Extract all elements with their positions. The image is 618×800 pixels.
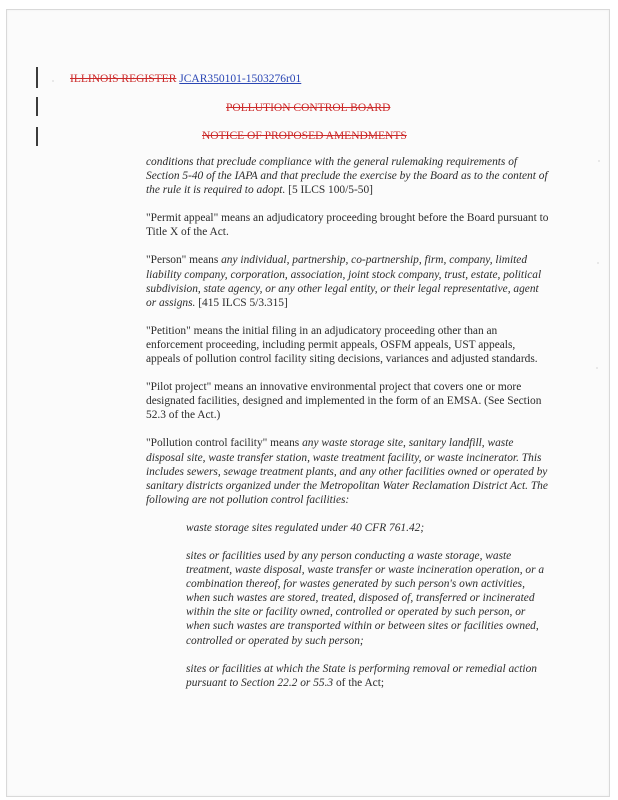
scan-speck — [52, 80, 54, 82]
definition-person: "Person" means any individual, partnership, co-partnership, firm, company, limited liability company, corporation, association, joint stock company, trust, estate, political subdivision, state agency, or any other legal entity, or their legal representative, agent or assigns. [415 ILCS 5/3.315] — [146, 254, 542, 309]
revision-bar — [36, 127, 38, 146]
revision-bar — [36, 67, 38, 88]
document-body — [146, 155, 550, 704]
register-header — [70, 73, 301, 85]
agency-struck-text: POLLUTION CONTROL BOARD — [226, 102, 391, 114]
scan-speck — [597, 262, 599, 264]
notice-struck-text: NOTICE OF PROPOSED AMENDMENTS — [202, 130, 407, 142]
paragraph-rulemaking: conditions that preclude compliance with the general rulemaking requirements of Section 5-40 of the IAPA and that preclude the exercise by the Board as to the content of the rule it is required to adopt. [5 ILCS 100/5-50] — [146, 156, 548, 197]
scan-speck — [598, 160, 600, 162]
definition-pollution-control-facility: "Pollution control facility" means any waste storage site, sanitary landfill, waste disposal site, waste transfer station, waste treatment facility, or waste incinerator. This includes sewers, sewage treatment plants, and any other facilities owned or operated by sanitary districts organized under the Metropolitan Water Reclamation District Act. The following are not pollution control facilities: — [146, 437, 548, 506]
register-inserted-text: JCAR350101-1503276r01 — [179, 73, 302, 85]
definition-permit-appeal: "Permit appeal" means an adjudicatory proceeding brought before the Board pursuant to Title X of the Act. — [146, 212, 549, 239]
register-struck-text: ILLINOIS REGISTER — [70, 73, 177, 85]
definition-petition: "Petition" means the initial filing in an adjudicatory proceeding other than an enforcement proceeding, including permit appeals, OSFM appeals, UST appeals, appeals of pollution control facility siting decisions, variances and adjusted standards. — [146, 324, 538, 366]
revision-bar — [36, 97, 38, 116]
exclusion-waste-storage-sites: waste storage sites regulated under 40 CFR 761.42; — [186, 521, 425, 534]
scan-speck — [596, 367, 598, 369]
exclusion-state-removal: sites or facilities at which the State is performing removal or remedial action pursuant to Section 22.2 or 55.3 of the Act; — [186, 662, 537, 689]
agency-header — [226, 102, 390, 114]
notice-header — [202, 130, 407, 142]
definition-pilot-project: "Pilot project" means an innovative environmental project that covers one or more designated facilities, designed and implemented in the form of an EMSA. (See Section 52.3 of the Act.) — [146, 381, 542, 422]
exclusion-own-activities: sites or facilities used by any person conducting a waste storage, waste treatment, waste disposal, waste transfer or waste incineration operation, or a combination thereof, for wastes generated by such person's own activities, when such wastes are stored, treated, disposed of, transferred or incinerated within the site or facility owned, controlled or operated by such person, or when such wastes are transported within or between sites or facilities owned, controlled or operated by such person; — [186, 549, 545, 647]
